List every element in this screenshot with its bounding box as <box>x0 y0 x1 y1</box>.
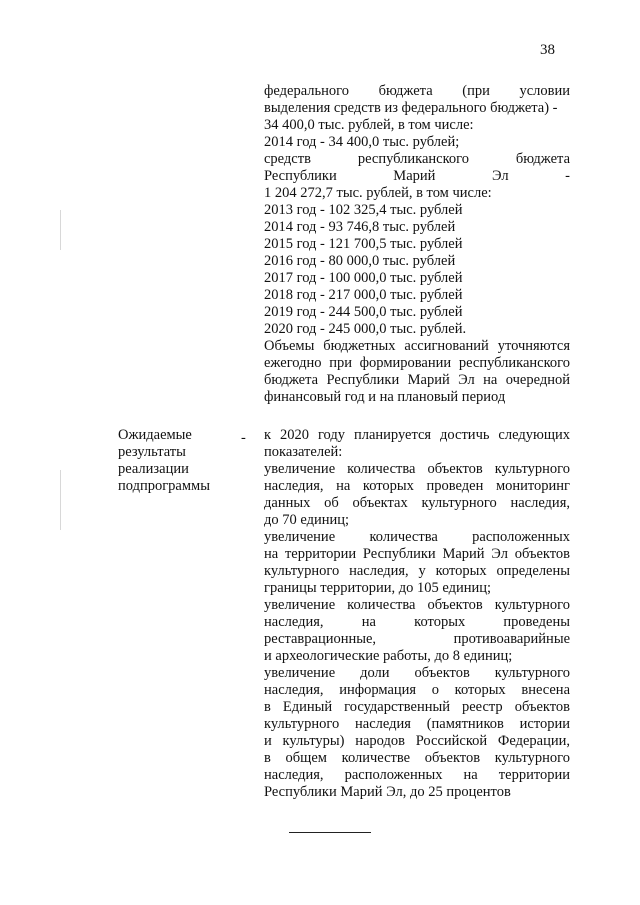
text-line: наследия, информация о которых внесена <box>264 682 570 698</box>
text-line: на территории Республики Марий Эл объектов <box>264 546 570 562</box>
label-line: реализации <box>118 461 189 477</box>
text-line: 34 400,0 тыс. рублей, в том числе: <box>264 117 474 133</box>
expected-results-label <box>118 427 210 495</box>
text-line: культурного наследия (памятников истории <box>264 716 570 732</box>
page-number: 38 <box>540 42 555 58</box>
text-line: ежегодно при формировании республиканского <box>264 355 570 371</box>
text-line: федерального бюджета (при условии <box>264 83 570 99</box>
text-line: наследия, на которых проведены <box>264 614 570 630</box>
text-line: и культуры) народов Российской Федерации, <box>264 733 570 749</box>
text-line: Республики Марий Эл, до 25 процентов <box>264 784 511 800</box>
text-line: бюджета Республики Марий Эл на очередной <box>264 372 570 388</box>
scan-margin-mark <box>60 470 61 530</box>
text-line: увеличение доли объектов культурного <box>264 665 570 681</box>
label-line: результаты <box>118 444 186 460</box>
text-line: выделения средств из федерального бюджета) - <box>264 100 558 116</box>
text-line: в общем количестве объектов культурного <box>264 750 570 766</box>
text-line: наследия, на которых проведен мониторинг <box>264 478 570 494</box>
label-line: Ожидаемые <box>118 427 192 443</box>
text-line: 2020 год - 245 000,0 тыс. рублей. <box>264 321 467 337</box>
text-line: 2017 год - 100 000,0 тыс. рублей <box>264 270 463 286</box>
text-line: 2019 год - 244 500,0 тыс. рублей <box>264 304 463 320</box>
text-line: границы территории, до 105 единиц; <box>264 580 492 596</box>
text-line: данных об объектах культурного наследия, <box>264 495 570 511</box>
text-line: наследия, расположенных на территории <box>264 767 570 783</box>
text-line: 2015 год - 121 700,5 тыс. рублей <box>264 236 463 252</box>
text-line: увеличение количества объектов культурного <box>264 461 570 477</box>
text-line: увеличение количества объектов культурного <box>264 597 570 613</box>
closing-rule <box>289 832 371 833</box>
text-line: 1 204 272,7 тыс. рублей, в том числе: <box>264 185 492 201</box>
text-line: 2014 год - 93 746,8 тыс. рублей <box>264 219 456 235</box>
text-line: к 2020 году планируется достичь следующих <box>264 427 570 443</box>
expected-results-text <box>264 427 570 801</box>
text-line: и археологические работы, до 8 единиц; <box>264 648 513 664</box>
budget-funding-text <box>264 83 570 406</box>
text-line: увеличение количества расположенных <box>264 529 570 545</box>
text-line: 2018 год - 217 000,0 тыс. рублей <box>264 287 463 303</box>
text-line: до 70 единиц; <box>264 512 350 528</box>
text-line: 2013 год - 102 325,4 тыс. рублей <box>264 202 463 218</box>
text-line: реставрационные, противоаварийные <box>264 631 570 647</box>
text-line: 2016 год - 80 000,0 тыс. рублей <box>264 253 456 269</box>
scan-margin-mark <box>60 210 61 250</box>
text-line: Республики Марий Эл - <box>264 168 570 184</box>
text-line: Объемы бюджетных ассигнований уточняются <box>264 338 570 354</box>
text-line: показателей: <box>264 444 343 460</box>
text-line: культурного наследия, у которых определены <box>264 563 570 579</box>
text-line: финансовый год и на плановый период <box>264 389 506 405</box>
text-line: 2014 год - 34 400,0 тыс. рублей; <box>264 134 460 150</box>
text-line: средств республиканского бюджета <box>264 151 570 167</box>
label-line: подпрограммы <box>118 478 210 494</box>
text-line: в Единый государственный реестр объектов <box>264 699 570 715</box>
label-dash: - <box>241 430 246 446</box>
